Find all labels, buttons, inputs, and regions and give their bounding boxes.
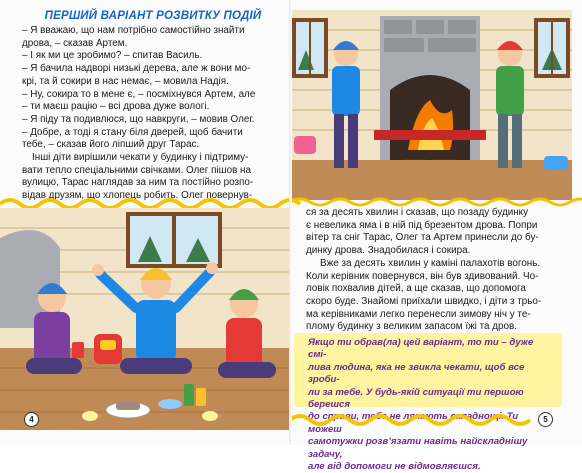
text-line: – Я бачила надворі низькі дерева, але ж вони мо- xyxy=(22,63,251,75)
text-line: – І як ми це зробимо? – спитав Василь. xyxy=(22,50,203,62)
text-line: плому будинку з великим запасом їжі та дров. xyxy=(306,321,518,333)
text-line: вулицю, Тарас наглядав за ним та постійно розпо- xyxy=(22,177,254,189)
text-line: – ти маєш рацію – всі дрова дуже вологі. xyxy=(22,101,210,113)
page-number-left: 4 xyxy=(24,412,39,427)
text-line: вати тепло спеціальними свічками. Олег пішов на xyxy=(22,164,252,176)
lesson-line: до справи, тебе не лякають складнощі. Ти можеш xyxy=(308,411,519,435)
book-gutter xyxy=(289,0,292,445)
text-line: дрова, – сказав Артем. xyxy=(22,37,128,49)
text-line: – Добре, а тоді я стану біля дверей, щоб бачити xyxy=(22,126,243,138)
fireplace-illustration xyxy=(290,10,572,200)
right-page-text xyxy=(306,207,552,334)
text-line: динку дрова. Знадобилася і сокира. xyxy=(306,245,471,257)
text-line: скоро буде. Знайомі приїхали швидко, і діти з трьо- xyxy=(306,295,542,307)
text-line: є невелика яма і в ній під брезентом дрова. Попри xyxy=(306,219,538,231)
page-number-right: 5 xyxy=(538,412,553,427)
story-continuation xyxy=(306,207,552,334)
text-line: вітер та сніг Тарас, Олег та Артем принесли до бу- xyxy=(306,232,539,244)
story-text xyxy=(22,25,284,203)
text-line: крі, та й сокири в нас немає, – мовила Надія. xyxy=(22,75,229,87)
lesson-line: але від допомоги не відмовляєшся. xyxy=(308,461,481,473)
text-line: ма керівниками легко перенесли зимову ніч у те- xyxy=(306,308,531,320)
lesson-line: лива людина, яка не звикла чекати, щоб все зроби- xyxy=(308,361,525,386)
text-line: – Я вважаю, що нам потрібно самостійно знайти xyxy=(22,25,245,36)
text-line: Інші діти вирішили чекати у будинку і підтриму- xyxy=(32,152,249,164)
text-line: – Ну, сокира то в мене є, – посміхнувся Артем, але xyxy=(22,88,256,100)
story-heading: ПЕРШИЙ ВАРІАНТ РОЗВИТКУ ПОДІЙ xyxy=(44,10,262,22)
left-page-text xyxy=(22,10,284,203)
lesson-line: самотужки розв’язати навіть найскладнішу задачу, xyxy=(308,436,528,460)
lesson-box xyxy=(294,333,562,473)
wavy-divider-bottom xyxy=(290,412,530,428)
text-line: ся за десять хвилин і сказав, що позаду будинку xyxy=(306,207,529,218)
text-line: Вже за десять хвилин у каміні палахотів вогонь. xyxy=(320,257,541,269)
text-line: тебе, – сказав його ліпший друг Тарас. xyxy=(22,139,200,151)
text-line: відав друзям, що хлопець робить. Олег повернув- xyxy=(22,190,253,202)
text-line: Коли керівник повернувся, він був здивований. Чо- xyxy=(306,270,539,282)
text-line: ловік похвалив дітей, а ще сказав, що допомога xyxy=(306,283,526,295)
lesson-line: Якщо ти обрав(ла) цей варіант, то ти – дуже смі- xyxy=(308,337,534,361)
kids-illustration xyxy=(0,208,290,430)
text-line: – Я піду та подивлюся, що навкруги, – мовив Олег. xyxy=(22,113,255,125)
lesson-line: ли за тебе. У будь-якій ситуації ти першою берешся xyxy=(308,386,524,411)
